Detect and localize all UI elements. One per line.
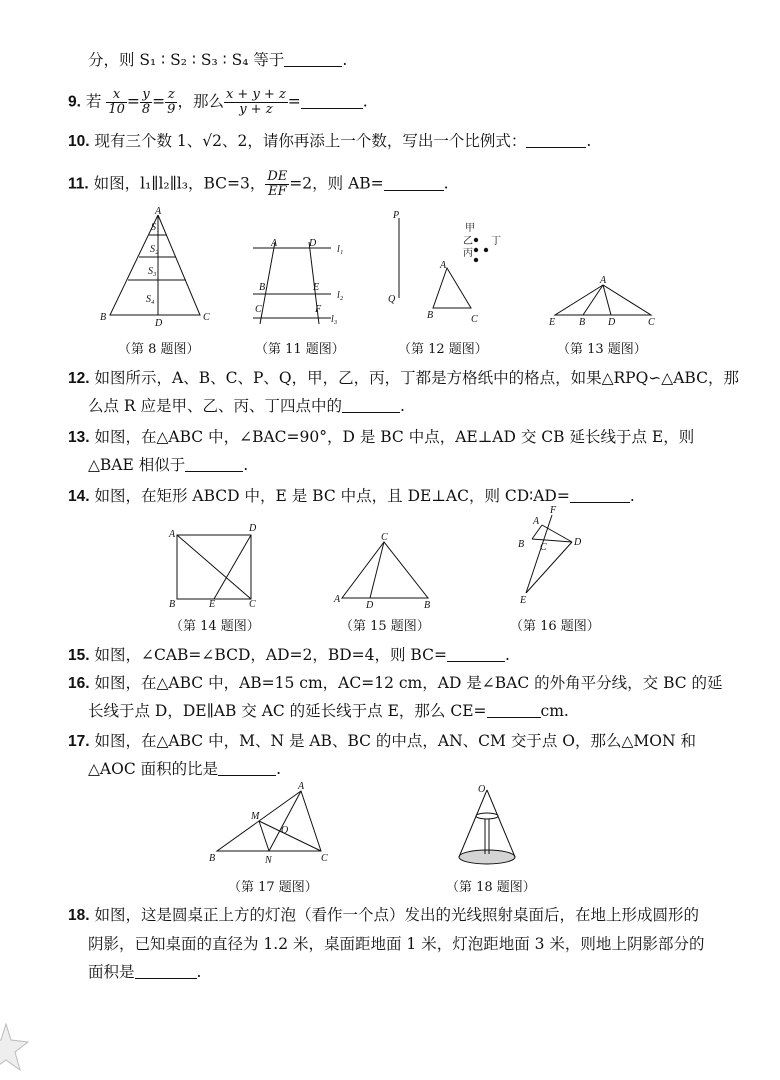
period: . <box>586 132 592 150</box>
label-yi: 乙 <box>463 236 473 247</box>
diagonal-ac <box>177 535 251 599</box>
q10-text: 现有三个数 1、√2、2，请你再添上一个数，写出一个比例式： <box>94 132 527 150</box>
caption-fig18: （第 18 题图） <box>446 880 536 895</box>
label-b: B <box>579 317 586 328</box>
ground-shadow <box>459 850 515 864</box>
label-l1: l₁ <box>337 244 344 255</box>
q18-answer-blank[interactable] <box>135 964 197 979</box>
period: . <box>443 174 449 193</box>
label-c: C <box>540 542 547 553</box>
figure-15 <box>330 532 440 610</box>
q18-text-b: 阴影，已知桌面的直径为 1.2 米，桌面距地面 1 米，灯泡距地面 3 米，则地上阴影部分的 <box>88 935 705 953</box>
caption-fig13: （第 13 题图） <box>557 342 647 357</box>
period: . <box>342 51 348 69</box>
label-f: F <box>550 505 557 516</box>
label-e: E <box>520 595 527 606</box>
label-a: A <box>440 260 447 271</box>
label-l2: l₂ <box>337 290 344 301</box>
label-a: A <box>271 238 278 249</box>
figure-17 <box>205 781 345 867</box>
label-s3: S₃ <box>148 266 157 277</box>
fraction-xyz-yz: $\frac{x + y + z}{y + z}$ <box>225 87 286 117</box>
label-l3: l₃ <box>331 314 338 325</box>
q17-text-a: 如图，在△ABC 中，M、N 是 AB、BC 的中点，AN、CM 交于点 O，那么△MON 和 <box>94 732 696 750</box>
label-f: F <box>315 304 322 315</box>
label-p: P <box>393 210 400 221</box>
label-b: B <box>100 312 107 323</box>
caption-fig14: （第 14 题图） <box>170 619 260 634</box>
caption-fig12: （第 12 题图） <box>398 342 488 357</box>
q9-answer-blank[interactable] <box>301 94 363 109</box>
label-e: E <box>209 599 216 610</box>
q18-line-3 <box>88 962 201 982</box>
q12-number: 12. <box>68 370 90 387</box>
q13-answer-blank[interactable] <box>185 457 243 472</box>
fraction-x-10: $\frac{x}{10}$ <box>108 87 125 117</box>
q18-number: 18. <box>68 907 90 924</box>
label-n: N <box>265 855 272 866</box>
q11-text-b: =2，则 AB= <box>289 174 384 193</box>
label-ding: 丁 <box>491 236 501 247</box>
q13-number: 13. <box>68 429 90 446</box>
label-c: C <box>648 317 655 328</box>
segment-ba <box>532 525 542 539</box>
caption-fig16: （第 16 题图） <box>510 619 600 634</box>
caption-fig15: （第 15 题图） <box>340 619 430 634</box>
point-yi <box>474 248 478 252</box>
label-c: C <box>249 599 256 610</box>
q12-line-2 <box>88 396 405 416</box>
q9-number: 9. <box>68 93 81 111</box>
q17-answer-blank[interactable] <box>218 761 276 776</box>
fraction-de-ef: $\frac{DE}{EF}$ <box>267 169 288 199</box>
q13-text-a: 如图，在△ABC 中，∠BAC=90°，D 是 BC 中点，AE⊥AD 交 CB 延长线于点 E，则 <box>94 428 695 446</box>
point-jia <box>474 238 478 242</box>
period: . <box>629 487 635 505</box>
q14-number: 14. <box>68 488 90 505</box>
label-o: O <box>478 784 486 795</box>
label-b: B <box>424 600 431 611</box>
label-c: C <box>203 312 210 323</box>
q11-number: 11. <box>68 175 89 193</box>
q18-text-a: 如图，这是圆桌正上方的灯泡（看作一个点）发出的光线照射桌面后，在地上形成圆形的 <box>94 906 700 924</box>
label-e: E <box>549 317 556 328</box>
q18-text-c: 面积是 <box>88 963 135 981</box>
q9-text-a: 若 <box>85 92 102 111</box>
figure-13 <box>545 275 665 330</box>
caption-fig17: （第 17 题图） <box>228 880 318 895</box>
q14-text: 如图，在矩形 ABCD 中，E 是 BC 中点，且 DE⊥AC，则 CD∶AD= <box>94 487 570 505</box>
q16-number: 16. <box>68 675 90 692</box>
segment-ed <box>526 542 572 593</box>
q17-line-1 <box>68 731 696 752</box>
q17-line-2 <box>88 759 281 779</box>
segment-de <box>214 535 251 599</box>
figure-11 <box>245 238 355 330</box>
segment-ad <box>542 525 572 542</box>
triangle-aec <box>555 285 651 315</box>
label-o: O <box>281 825 289 836</box>
q18-line-1 <box>68 905 699 926</box>
label-c: C <box>321 853 328 864</box>
figure-14 <box>165 525 265 610</box>
label-d: D <box>608 317 616 328</box>
triangle-abc <box>433 268 471 308</box>
label-d: D <box>366 600 374 611</box>
label-b: B <box>209 853 216 864</box>
period: . <box>243 456 249 474</box>
label-b: B <box>518 539 525 550</box>
segment-cm <box>259 821 321 851</box>
q12-line-1 <box>68 368 739 389</box>
q15-text: 如图，∠CAB=∠BCD，AD=2，BD=4，则 BC= <box>94 646 447 664</box>
q10-line <box>68 131 591 152</box>
q14-line <box>68 486 635 507</box>
period: . <box>276 760 282 778</box>
point-ding <box>484 248 488 252</box>
q11-line <box>68 170 449 199</box>
q10-number: 10. <box>68 133 90 150</box>
caption-fig8: （第 8 题图） <box>118 342 200 357</box>
q10-answer-blank[interactable] <box>526 133 586 148</box>
label-jia: 甲 <box>465 223 475 234</box>
label-bing: 丙 <box>463 248 473 259</box>
label-c: C <box>471 314 478 325</box>
q8-tail-line <box>88 50 347 70</box>
q15-line <box>68 645 510 666</box>
equals: = <box>152 92 166 111</box>
q8-answer-blank[interactable] <box>284 52 342 67</box>
star-icon <box>0 1020 32 1080</box>
q13-text-b: △BAE 相似于 <box>88 456 186 474</box>
q12-answer-blank[interactable] <box>342 398 400 413</box>
period: . <box>504 646 510 664</box>
label-a: A <box>169 529 176 540</box>
figure-18 <box>450 782 530 870</box>
q13-line-1 <box>68 427 694 448</box>
fraction-y-8: $\frac{y}{8}$ <box>141 87 151 117</box>
q16-answer-blank[interactable] <box>487 703 541 718</box>
label-a: A <box>155 206 162 217</box>
point-bing <box>474 258 478 262</box>
q16-line-2 <box>88 701 569 721</box>
segment-ab <box>583 285 603 315</box>
label-c: C <box>255 304 262 315</box>
label-d: D <box>155 318 163 329</box>
label-d: D <box>249 523 257 534</box>
label-b: B <box>427 310 434 321</box>
q16-line-1 <box>68 673 723 694</box>
table-top <box>476 813 498 819</box>
label-s1: S₁ <box>151 222 160 233</box>
q8-tail-text: 分，则 S₁ ∶ S₂ ∶ S₃ ∶ S₄ 等于 <box>88 51 285 69</box>
figure-12 <box>385 210 515 330</box>
period: . <box>362 92 368 111</box>
label-d: D <box>574 537 582 548</box>
q15-number: 15. <box>68 647 90 664</box>
q11-answer-blank[interactable] <box>384 176 444 191</box>
label-m: M <box>251 811 260 822</box>
q12-text-a: 如图所示，A、B、C、P、Q，甲，乙，丙，丁都是方格纸中的格点，如果△RPQ∽△ABC，那 <box>94 369 739 387</box>
label-a: A <box>334 594 341 605</box>
equals: = <box>287 92 301 111</box>
label-b: B <box>169 599 176 610</box>
q12-text-b: 么点 R 应是甲、乙、丙、丁四点中的 <box>88 397 343 415</box>
fraction-z-9: $\frac{z}{9}$ <box>167 87 176 117</box>
segment-cd <box>370 542 384 598</box>
q9-text-b: ，那么 <box>177 92 224 111</box>
q17-number: 17. <box>68 733 90 750</box>
q15-answer-blank[interactable] <box>447 647 505 662</box>
q13-line-2 <box>88 455 248 475</box>
triangle-abc <box>342 542 428 598</box>
q11-text-a: 如图，l₁∥l₂∥l₃，BC=3， <box>93 174 266 193</box>
equals: = <box>126 92 140 111</box>
label-a: A <box>298 781 305 792</box>
segment-bd <box>532 539 572 542</box>
q16-text-a: 如图，在△ABC 中，AB=15 cm，AC=12 cm，AD 是∠BAC 的外角平分线，交 BC 的延 <box>94 674 723 692</box>
label-q: Q <box>388 294 396 305</box>
light-ray-left <box>459 790 487 857</box>
label-e: E <box>313 282 320 293</box>
triangle-abc <box>217 791 321 851</box>
q17-text-b: △AOC 面积的比是 <box>88 760 219 778</box>
label-a: A <box>600 275 607 286</box>
q9-line <box>68 88 368 117</box>
label-d: D <box>309 238 317 249</box>
q14-answer-blank[interactable] <box>570 488 630 503</box>
q16-unit: cm. <box>540 702 569 720</box>
segment-an <box>269 791 301 851</box>
label-a: A <box>533 516 540 527</box>
label-s4: S₄ <box>146 294 155 305</box>
light-ray-right <box>487 790 515 857</box>
figure-8 <box>95 206 215 330</box>
period: . <box>196 963 202 981</box>
label-b: B <box>259 282 266 293</box>
period: . <box>400 397 405 415</box>
caption-fig11: （第 11 题图） <box>255 342 345 357</box>
q16-text-b: 长线于点 D，DE∥AB 交 AC 的延长线于点 E，那么 CE= <box>88 702 487 720</box>
figure-16 <box>510 505 600 610</box>
label-s2: S₂ <box>150 244 159 255</box>
label-c: C <box>381 532 388 543</box>
q18-line-2 <box>88 934 704 954</box>
